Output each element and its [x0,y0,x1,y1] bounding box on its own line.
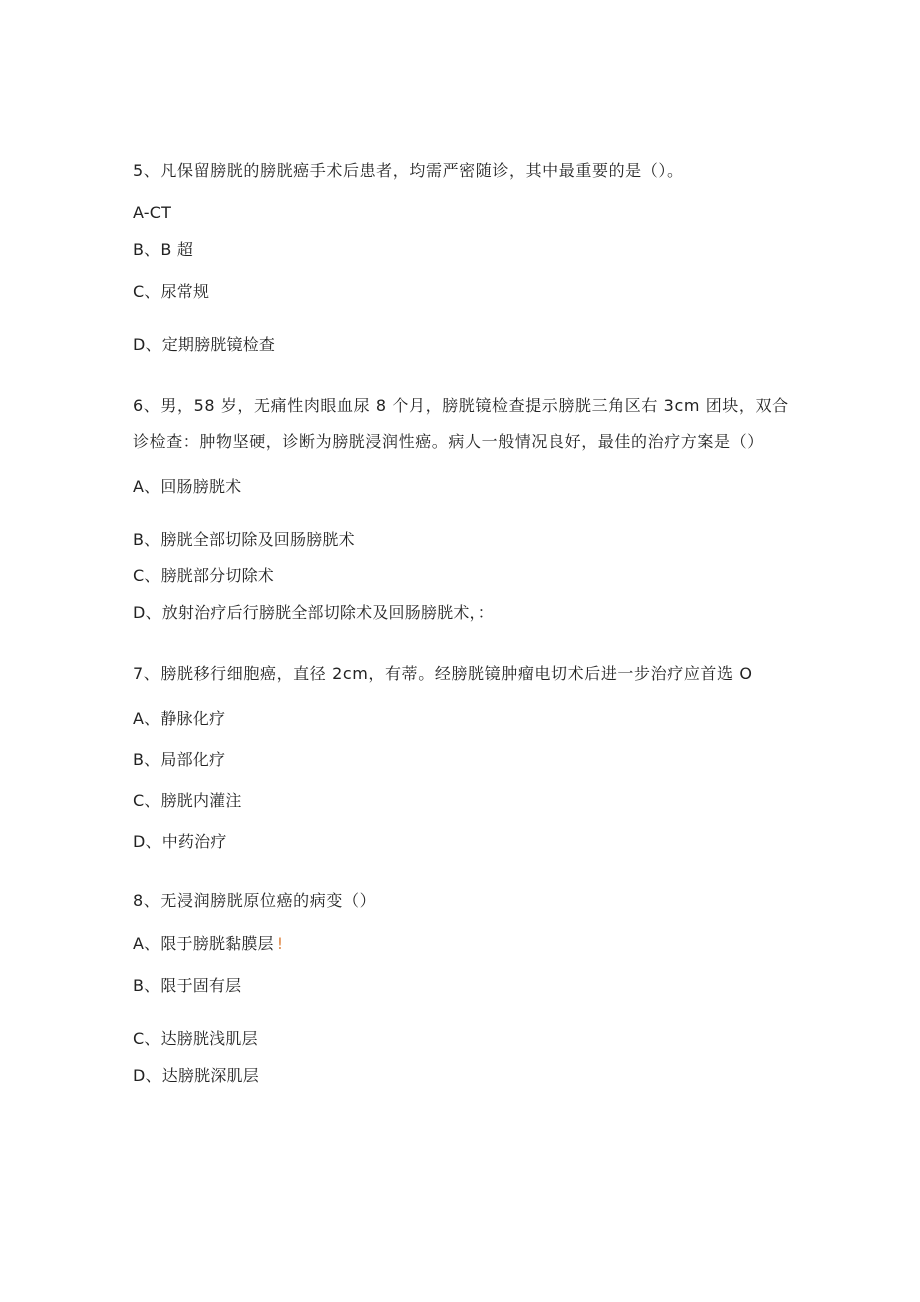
question-6-text-line-1: 6、男，58 岁，无痛性肉眼血尿 8 个月，膀胱镜检查提示膀胱三角区右 3cm 团块，双合 [133,396,789,415]
question-5-option-a: A-CT [133,203,172,222]
question-5-text: 5、凡保留膀胱的膀胱癌手术后患者，均需严密随诊，其中最重要的是（）。 [133,161,684,180]
question-7-text: 7、膀胱移行细胞癌，直径 2cm，有蒂。经膀胱镜肿瘤电切术后进一步治疗应首选 O [133,664,753,683]
question-5-option-c: C、尿常规 [133,282,210,301]
question-7-option-a: A、静脉化疗 [133,709,226,728]
question-6-option-a: A、回肠膀胱术 [133,477,242,496]
question-8-option-a: A、限于膀胱黏膜层 [133,934,274,953]
question-7-option-c: C、膀胱内灌注 [133,791,242,810]
question-7-option-b: B、局部化疗 [133,750,226,769]
question-5-option-b: B、B 超 [133,240,194,259]
question-8-option-a-mark: ! [276,934,284,953]
question-6-option-b: B、膀胱全部切除及回肠膀胱术 [133,530,355,549]
question-8-option-c: C、达膀胱浅肌层 [133,1029,258,1048]
question-7-option-d: D、中药治疗 [133,832,227,851]
question-8-text: 8、无浸润膀胱原位癌的病变（） [133,891,377,910]
question-6-text-line-2: 诊检查：肿物坚硬，诊断为膀胱浸润性癌。病人一般情况良好，最佳的治疗方案是（） [133,432,764,451]
question-6-option-d: D、放射治疗后行膀胱全部切除术及回肠膀胱术，： [133,603,494,622]
question-8-option-d: D、达膀胱深肌层 [133,1066,259,1085]
question-8-option-a-row [133,934,283,954]
question-5-option-d: D、定期膀胱镜检查 [133,335,276,354]
question-8-option-b: B、限于固有层 [133,976,242,995]
question-6-option-c: C、膀胱部分切除术 [133,566,274,585]
